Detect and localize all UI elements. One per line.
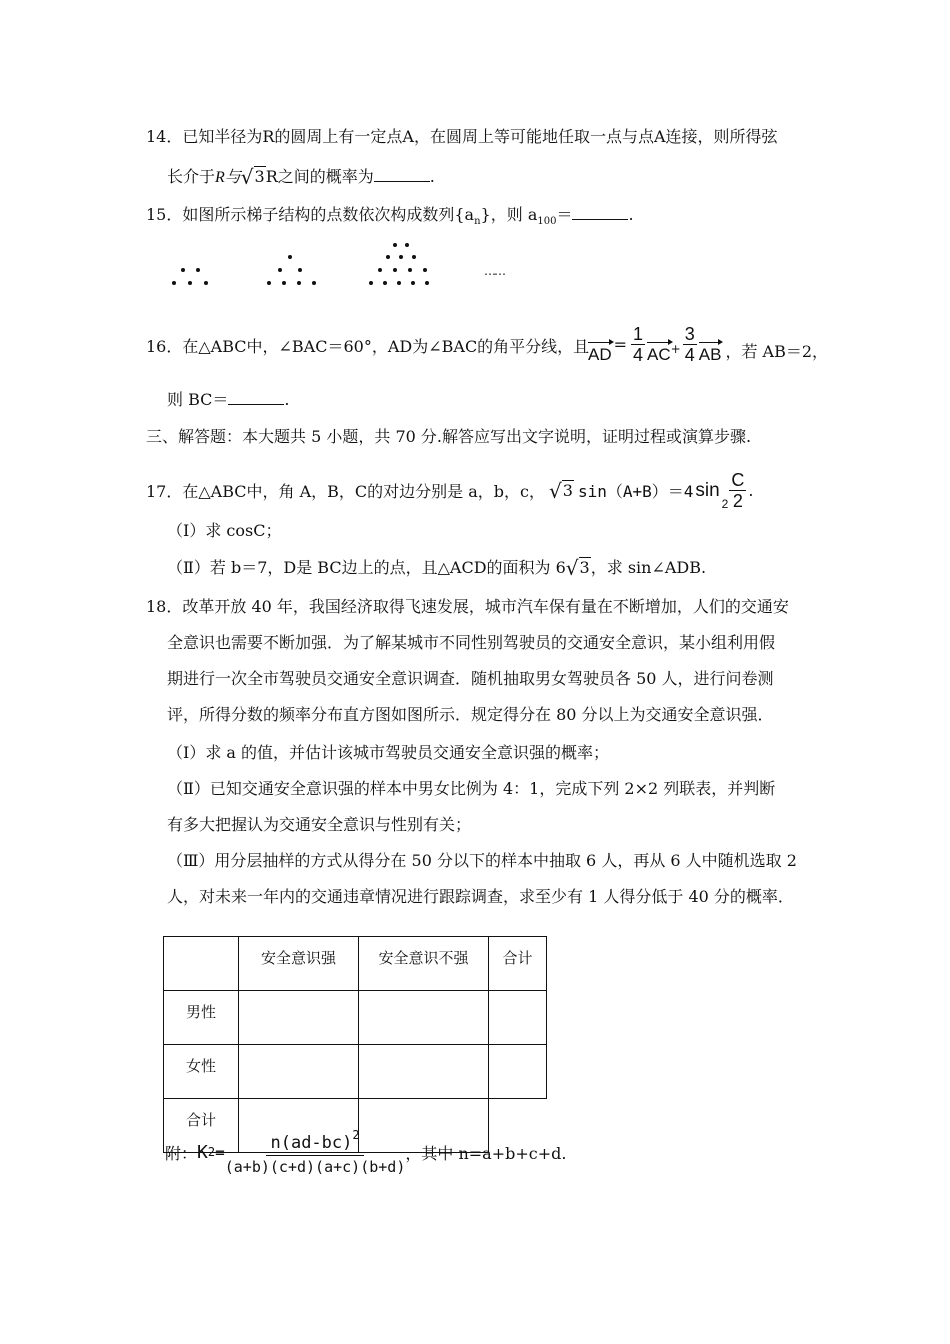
q14-text-c: R之间的概率为 bbox=[265, 167, 374, 186]
table-cell[interactable] bbox=[239, 1045, 359, 1099]
q14-line2: 长介于R与√3R之间的概率为 . bbox=[167, 165, 435, 189]
answer-blank[interactable] bbox=[572, 205, 628, 220]
table-header-cell bbox=[164, 937, 239, 991]
q18-part1: （Ⅰ）求 a 的值，并估计该城市驾驶员交通安全意识强的概率； bbox=[167, 743, 610, 762]
q16-line1: 16．在△ABC中，∠BAC＝60°，AD为∠BAC的角平分线，且 bbox=[146, 337, 590, 356]
q14-text-b: R与 bbox=[215, 169, 241, 186]
sqrt-symbol: √3 bbox=[549, 478, 573, 503]
table-header-cell: 安全意识不强 bbox=[359, 937, 489, 991]
q18-line-3: 期进行一次全市驾驶员交通安全意识调查．随机抽取男女驾驶员各 50 人，进行问卷测 bbox=[167, 669, 774, 688]
q17-part1: （Ⅰ）求 cosC； bbox=[167, 521, 282, 540]
q18-line-1: 18．改革开放 40 年，我国经济取得飞速发展，城市汽车保有量在不断增加，人们的交通安 bbox=[146, 597, 789, 616]
ellipsis: …… bbox=[484, 264, 504, 278]
contingency-table bbox=[163, 936, 547, 1153]
q18-part3: （Ⅲ）用分层抽样的方式从得分在 50 分以下的样本中抽取 6 人，再从 6 人中随机选取 2 bbox=[167, 851, 797, 870]
answer-blank[interactable] bbox=[374, 167, 430, 182]
row-label: 男性 bbox=[164, 991, 239, 1045]
table-cell[interactable] bbox=[489, 1045, 547, 1099]
q18-part2: （Ⅱ）已知交通安全意识强的样本中男女比例为 4：1，完成下列 2×2 列联表，并判断 bbox=[167, 779, 776, 798]
q18-line-4: 评，所得分数的频率分布直方图如图所示．规定得分在 80 分以上为交通安全意识强． bbox=[167, 705, 774, 724]
q15-line: 15．如图所示梯子结构的点数依次构成数列$\{a_n\}$，则 $a_{100}=$ . bbox=[146, 205, 634, 228]
table-cell[interactable] bbox=[239, 991, 359, 1045]
vector-ac: AC bbox=[647, 345, 671, 364]
table-row bbox=[164, 991, 547, 1045]
table-cell[interactable] bbox=[359, 991, 489, 1045]
q16-line2: 则 BC＝ . bbox=[167, 390, 290, 409]
table-row bbox=[164, 1045, 547, 1099]
q14-line1: 14．已知半径为R的圆周上有一定点A，在圆周上等可能地任取一点与点A连接，则所得弦 bbox=[146, 127, 778, 146]
row-label: 合计 bbox=[164, 1099, 239, 1153]
fraction-one-quarter: $\frac{1}{4}$ bbox=[633, 323, 644, 365]
table-cell[interactable] bbox=[489, 991, 547, 1045]
answer-blank[interactable] bbox=[228, 390, 284, 405]
sin-squared-c-over-2: 2 $\frac{C}{2}$ bbox=[721, 470, 745, 511]
k-squared-formula: 附： K 2 = $\frac{n(ad-bc)^2}{(a+b)(c+d)(a+c)(b+d)}$ ，其中 n=a+b+c+d. bbox=[165, 1128, 567, 1176]
sqrt-symbol: √3 bbox=[240, 165, 265, 189]
q18-line-2: 全意识也需要不断加强．为了解某城市不同性别驾驶员的交通安全意识，某小组利用假 bbox=[167, 633, 776, 652]
q18-part3-cont: 人，对未来一年内的交通违章情况进行跟踪调查，求至少有 1 人得分低于 40 分的概率． bbox=[167, 887, 794, 906]
table-header-cell: 安全意识强 bbox=[239, 937, 359, 991]
row-label: 女性 bbox=[164, 1045, 239, 1099]
vector-ab: AB bbox=[698, 345, 722, 364]
sqrt-symbol: √3 bbox=[565, 556, 590, 580]
table-header-cell: 合计 bbox=[489, 937, 547, 991]
fraction-three-quarters: $\frac{3}{4}$ bbox=[684, 323, 695, 365]
table-header-row bbox=[164, 937, 547, 991]
q17-part2: （Ⅱ）若 b＝7，D是 BC边上的点，且△ACD的面积为 6√3，求 sin∠ADB. bbox=[167, 556, 707, 580]
q14-text-a: 长介于 bbox=[167, 167, 216, 186]
k-squared-fraction: $\frac{n(ad-bc)^2}{(a+b)(c+d)(a+c)(b+d)}$ bbox=[224, 1128, 406, 1176]
q17-line: 17．在△ABC中，角 A，B，C的对边分别是 a，b，c， √3 sin（A+B）＝4 sin 2 $\frac{C}{2}$ . bbox=[146, 470, 754, 511]
q18-part2-cont: 有多大把握认为交通安全意识与性别有关； bbox=[167, 815, 472, 834]
table-cell[interactable] bbox=[359, 1045, 489, 1099]
q16-vector-formula: AD = $\frac{1}{4}$ AC + $\frac{3}{4}$ AB ，若 AB＝2， bbox=[588, 323, 829, 365]
vector-ad: AD bbox=[588, 345, 612, 364]
section-heading: 三、解答题：本大题共 5 小题，共 70 分.解答应写出文字说明，证明过程或演算步骤. bbox=[146, 427, 752, 446]
